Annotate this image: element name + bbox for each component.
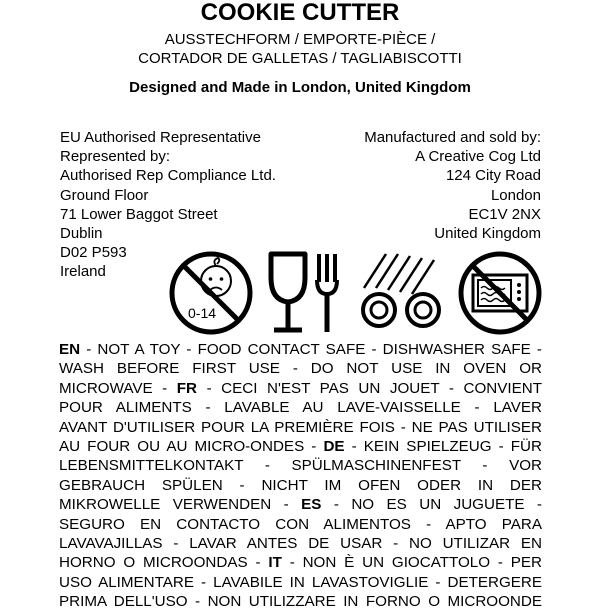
address-line: London (490, 186, 541, 204)
no-microwave-icon (455, 248, 545, 338)
warning-line (59, 359, 542, 378)
address-line: United Kingdom (434, 225, 541, 243)
subtitle-translations (0, 30, 600, 68)
address-line: EU Authorised Representative (60, 129, 261, 146)
language-code: DE (323, 438, 345, 456)
manufacturer-address (364, 128, 541, 243)
warning-text: LEBENSMITTELKONTAKT - SPÜLMASCHINENFEST - VOR (59, 457, 542, 475)
language-code: FR (176, 379, 198, 397)
food-contact-safe-icon (265, 248, 345, 338)
address-line: 124 City Road (445, 167, 541, 185)
warning-text: SEGURO EN CONTACTO CON ALIMENTOS - APTO PARA (59, 515, 542, 533)
age-range-label: 0-14 (188, 305, 217, 321)
address-line: Ireland (60, 263, 106, 281)
address-line: Manufactured and sold by: (364, 129, 541, 146)
address-line: EC1V 2NX (468, 205, 541, 223)
warning-text: HORNO O MICROONDAS - (59, 554, 269, 572)
warning-line (59, 592, 542, 611)
warning-text: POUR ALIMENTS - LAVABLE AU LAVE-VAISSELLE - LAVER (59, 399, 542, 417)
warning-text: MIKROWELLE VERWENDEN - (59, 496, 302, 514)
warning-line (59, 573, 542, 592)
address-line: D02 P593 (60, 244, 127, 262)
warning-line (59, 553, 542, 572)
page-title: COOKIE CUTTER (200, 0, 400, 26)
warning-text: MICROWAVE - (59, 379, 177, 397)
warning-text: LAVAVAJILLAS - LAVAR ANTES DE USAR - NO UTILIZAR EN (59, 535, 542, 553)
subtitle-line-2: CORTADOR DE GALLETAS / TAGLIABISCOTTI (138, 50, 462, 67)
warning-line (59, 340, 542, 359)
warning-text: AVANT D'UTILISER POUR LA PREMIÈRE FOIS - NE PAS UTILISER (59, 418, 542, 436)
language-code: EN (59, 341, 81, 358)
warning-line (59, 495, 542, 514)
warning-line (59, 398, 542, 417)
dishwasher-safe-icon (356, 248, 446, 338)
warning-line (59, 379, 542, 398)
warning-line (59, 418, 542, 437)
warning-text: - CECI N'EST PAS UN JOUET - CONVIENT (197, 379, 542, 397)
warning-text: - NO ES UN JUGUETE - (321, 496, 542, 514)
warning-text: - NON È UN GIOCATTOLO - PER (281, 554, 542, 572)
designed-in-statement: Designed and Made in London, United Kingdom (129, 79, 471, 96)
warning-text: - KEIN SPIELZEUG - FÜR (344, 438, 542, 456)
address-line: Represented by: (60, 148, 171, 166)
warning-text: GEBRAUCH SPÜLEN - NICHT IM OFEN ODER IN DER (59, 476, 542, 494)
address-line: Authorised Rep Compliance Ltd. (60, 167, 276, 185)
language-code: IT (268, 554, 282, 572)
warning-line (59, 515, 542, 534)
warning-text: PRIMA DELL'USO - NON UTILIZZARE IN FORNO O MICROONDE (59, 593, 542, 611)
warning-text: AU FOUR OU AU MICRO-ONDES - (59, 438, 324, 456)
warning-line (59, 476, 542, 495)
subtitle-line-1: AUSSTECHFORM / EMPORTE-PIÈCE / (164, 31, 436, 48)
warning-text: USO ALIMENTARE - LAVABILE IN LAVASTOVIGLIE - DETERGERE (59, 573, 542, 591)
warning-line (59, 456, 542, 475)
warning-line (59, 534, 542, 553)
language-code: ES (301, 496, 322, 514)
warning-text: WASH BEFORE FIRST USE - DO NOT USE IN OVEN OR (59, 360, 542, 378)
warning-line (59, 437, 542, 456)
not-a-toy-icon (166, 248, 256, 338)
safety-icons-row (0, 245, 600, 335)
multilingual-warnings (59, 340, 542, 612)
warning-text: - NOT A TOY - FOOD CONTACT SAFE - DISHWASHER SAFE - (80, 341, 542, 358)
address-line: 71 Lower Baggot Street (60, 205, 218, 223)
address-line: Ground Floor (60, 186, 149, 204)
address-line: A Creative Cog Ltd (415, 148, 541, 166)
address-line: Dublin (60, 225, 103, 243)
